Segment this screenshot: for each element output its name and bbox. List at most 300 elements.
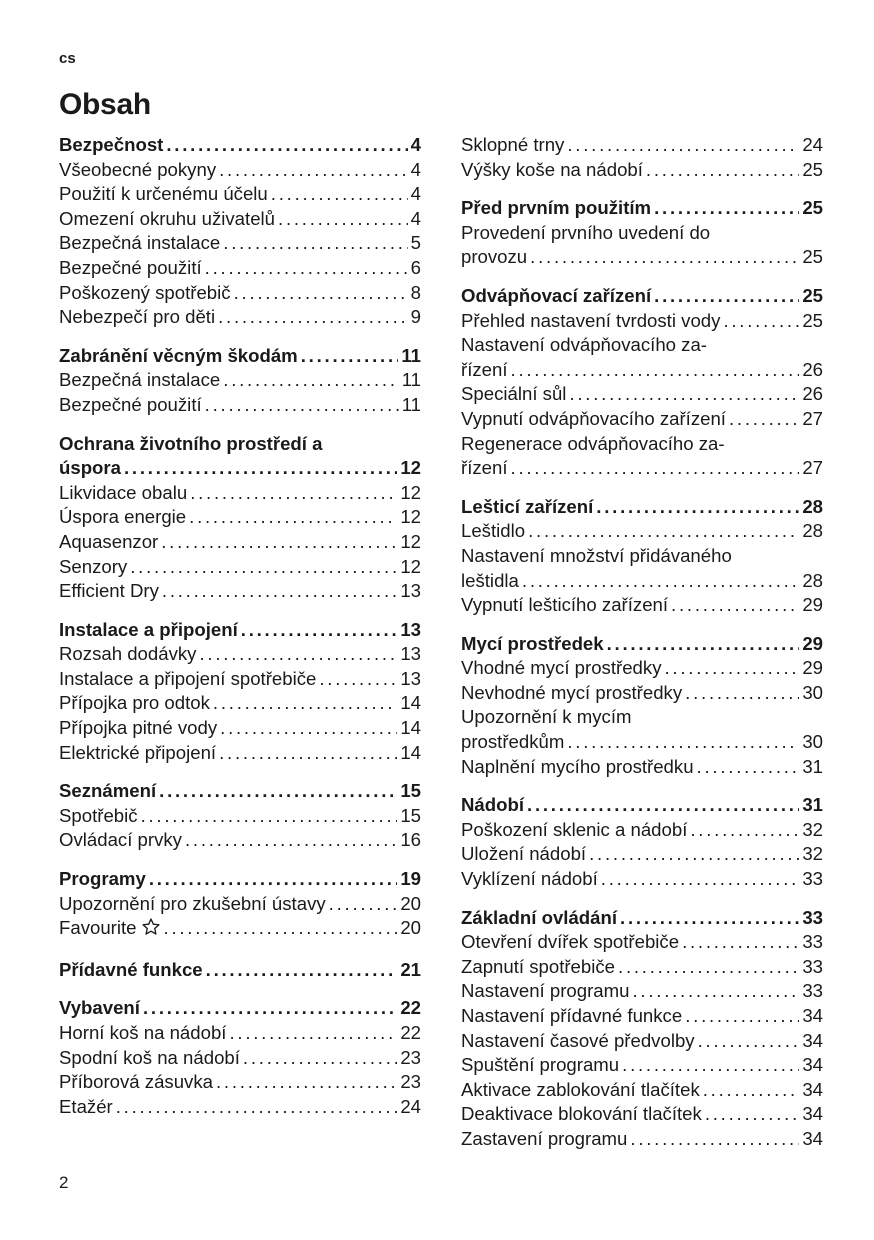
toc-entry-label (59, 368, 220, 393)
page-ref: 34 (802, 1029, 823, 1051)
toc-entry-vysky-kose-na-nadobi[interactable] (461, 158, 823, 183)
dot-leader (682, 930, 799, 955)
dot-leader (646, 158, 799, 183)
dot-leader (205, 393, 399, 418)
page-ref: 29 (802, 657, 823, 679)
toc-section (59, 618, 421, 766)
page-ref: 20 (400, 892, 421, 914)
toc-entry-bezpecne-pouziti[interactable] (59, 256, 421, 281)
toc-heading-odvapnovaci-zarizeni[interactable] (461, 284, 823, 309)
page-ref: 34 (802, 1054, 823, 1076)
toc-entry-label (59, 1046, 240, 1071)
page-ref: 25 (802, 246, 823, 268)
toc-entry-vyklizeni-nadobi[interactable] (461, 867, 823, 892)
page-ref: 4 (410, 158, 421, 180)
toc-entry-nastaveni-casove-predvolby[interactable] (461, 1029, 823, 1054)
toc-entry-label (59, 555, 127, 580)
dot-leader (161, 530, 397, 555)
toc-entry-efficient-dry[interactable] (59, 579, 421, 604)
toc-entry-label (461, 158, 643, 183)
page-ref: 25 (802, 158, 823, 180)
toc-entry-vypnuti-odvapnovaciho-zarizeni[interactable] (461, 407, 823, 432)
page-ref: 29 (802, 594, 823, 616)
toc-entry-label-text: leštidla (461, 569, 519, 591)
toc-heading-label-text: Vybavení (59, 997, 140, 1019)
toc-heading-pridavne-funkce[interactable] (59, 958, 421, 983)
page-ref: 19 (400, 868, 421, 890)
toc-entry-label-text: Favourite (59, 917, 137, 939)
dot-leader (241, 618, 398, 643)
toc-entry-label-text: Bezpečné použití (59, 256, 202, 278)
dot-leader (219, 158, 408, 183)
toc-right-column (461, 133, 823, 1166)
toc-heading-label (461, 632, 604, 657)
toc-entry-label (461, 519, 525, 544)
dot-leader (665, 656, 800, 681)
toc-entry-likvidace-obalu[interactable] (59, 481, 421, 506)
dot-leader (218, 305, 408, 330)
toc-heading-seznameni[interactable] (59, 779, 421, 804)
toc-entry-label (461, 681, 682, 706)
page-ref: 31 (802, 794, 823, 816)
toc-entry-prehled-nastaveni-tvrdosti-vody[interactable] (461, 309, 823, 334)
toc-heading-zakladni-ovladani[interactable] (461, 906, 823, 931)
page-ref: 32 (802, 818, 823, 840)
toc-section (461, 133, 823, 182)
toc-entry-label (59, 892, 326, 917)
page-ref: 27 (802, 457, 823, 479)
toc-entry-otevreni-dvirek-spotrebice[interactable] (461, 930, 823, 955)
dot-leader (607, 632, 800, 657)
toc-entry-label (59, 481, 187, 506)
toc-entry-bezpecna-instalace[interactable] (59, 368, 421, 393)
toc-entry-label (59, 305, 215, 330)
dot-leader (630, 1127, 799, 1152)
toc-section (461, 284, 823, 481)
dot-leader (589, 842, 799, 867)
dot-leader (162, 579, 397, 604)
toc-entry-label-text: Poškození sklenic a nádobí (461, 818, 688, 840)
toc-entry-label-text: Speciální sůl (461, 383, 567, 405)
dot-leader (567, 133, 799, 158)
toc-heading-label (59, 958, 203, 983)
toc-section (59, 344, 421, 418)
dot-leader (243, 1046, 397, 1071)
page-ref: 26 (802, 358, 823, 380)
toc-entry-label (461, 1029, 695, 1054)
toc-entry-label (59, 828, 182, 853)
dot-leader (685, 1004, 799, 1029)
toc-entry-label (59, 530, 158, 555)
toc-entry-provedeni-prvniho-uvedeni-do[interactable] (461, 245, 823, 270)
toc-entry-zapnuti-spotrebice[interactable] (461, 955, 823, 980)
toc-entry-label-text: Bezpečné použití (59, 393, 202, 415)
toc-heading-label-text: Programy (59, 868, 146, 890)
dot-leader (206, 958, 398, 983)
toc-entry-label (461, 593, 668, 618)
page-ref: 4 (410, 207, 421, 229)
toc-entry-label (461, 730, 564, 755)
toc-entry-label-text: Přípojka pitné vody (59, 717, 218, 739)
dot-leader (698, 1029, 800, 1054)
toc-entry-label (461, 1078, 700, 1103)
toc-entry-label-text: Senzory (59, 555, 128, 577)
toc-entry-first-line[interactable]: Nastavení množství přidávaného (461, 544, 732, 566)
toc-entry-label (461, 382, 566, 407)
toc-entry-label (59, 231, 220, 256)
toc-entry-horni-kos-na-nadobi[interactable] (59, 1021, 421, 1046)
toc-entry-label (59, 281, 231, 306)
page-ref: 22 (400, 1022, 421, 1043)
dot-leader (213, 691, 397, 716)
toc-entry-label-text: Vypnutí odvápňovacího zařízení (461, 407, 726, 429)
dot-leader (530, 245, 799, 270)
toc-entry-label-text: Nastavení přídavné funkce (461, 1005, 683, 1026)
page-ref: 14 (400, 717, 421, 739)
toc-entry-ulozeni-nadobi[interactable] (461, 842, 823, 867)
page-ref: 11 (401, 369, 421, 391)
toc-entry-label (461, 656, 662, 681)
toc-entry-label-text: Naplnění mycího prostředku (461, 755, 694, 777)
toc-entry-label (461, 930, 679, 955)
dot-leader (124, 456, 397, 481)
toc-heading-label (461, 196, 651, 221)
toc-entry-label-text: Instalace a připojení spotřebiče (59, 667, 317, 689)
toc-entry-aktivace-zablokovani-tlacitek[interactable] (461, 1078, 823, 1103)
page-ref: 11 (401, 344, 421, 366)
toc-entry-nastaveni-programu[interactable] (461, 979, 823, 1004)
toc-entry-label-text: Nevhodné mycí prostředky (461, 681, 683, 703)
page-ref: 9 (410, 306, 421, 328)
dot-leader (569, 382, 799, 407)
dot-leader (703, 1078, 800, 1103)
page-ref: 5 (410, 232, 421, 254)
toc-entry-label-text: Výšky koše na nádobí (461, 158, 643, 180)
toc-entry-lestidlo[interactable] (461, 519, 823, 544)
toc-entry-first-line[interactable]: Provedení prvního uvedení do (461, 221, 711, 243)
toc-heading-pred-prvnim-pouzitim[interactable] (461, 196, 823, 221)
toc-entry-nevhodne-myci-prostredky[interactable] (461, 681, 823, 706)
page-ref: 14 (400, 741, 421, 763)
toc-heading-zabraneni-vecnym-skodam[interactable] (59, 344, 421, 369)
toc-entry-label (461, 979, 629, 1004)
toc-entry-label-text: Elektrické připojení (59, 741, 217, 763)
toc-entry-label-text: Sklopné trny (461, 134, 565, 155)
toc-entry-rozsah-dodavky[interactable] (59, 642, 421, 667)
toc-heading-label-text: Přídavné funkce (59, 958, 203, 980)
toc-heading-instalace-a-pripojeni[interactable] (59, 618, 421, 643)
page-ref: 23 (400, 1046, 421, 1068)
toc-entry-omezeni-okruhu-uzivatelu[interactable] (59, 207, 421, 232)
dot-leader (149, 867, 398, 892)
toc-entry-nebezpeci-pro-deti[interactable] (59, 305, 421, 330)
toc-entry-naplneni-myciho-prostredku[interactable] (461, 755, 823, 780)
toc-entry-label-text: Efficient Dry (59, 580, 159, 602)
toc-entry-label-text: Upozornění pro zkušební ústavy (59, 892, 326, 914)
page-ref: 4 (410, 183, 421, 205)
page-ref: 30 (802, 731, 823, 753)
page-ref: 32 (802, 843, 823, 865)
toc-entry-pripojka-pro-odtok[interactable] (59, 691, 421, 716)
dot-leader (271, 182, 408, 207)
toc-section (461, 196, 823, 270)
dot-leader (596, 495, 799, 520)
dot-leader (159, 779, 397, 804)
page-ref: 13 (400, 580, 421, 602)
toc-entry-label-text: Bezpečná instalace (59, 369, 221, 391)
toc-entry-label-text: Rozsah dodávky (59, 643, 197, 665)
dot-leader (301, 344, 399, 369)
toc-entry-label-text: Nebezpečí pro děti (59, 306, 216, 328)
toc-entry-label-text: Likvidace obalu (59, 481, 188, 503)
page-ref: 12 (400, 555, 421, 577)
toc-section (461, 632, 823, 780)
page-ref: 34 (802, 1103, 823, 1125)
dot-leader (190, 481, 397, 506)
toc-entry-label-text: Příborová zásuvka (59, 1071, 213, 1093)
dot-leader (705, 1102, 800, 1127)
toc-entry-label (59, 182, 268, 207)
toc-entry-label-text: Omezení okruhu uživatelů (59, 207, 276, 229)
page-ref: 20 (400, 917, 421, 939)
toc-entry-label-text: Použití k určenému účelu (59, 183, 268, 205)
dot-leader (511, 456, 800, 481)
toc-section (59, 958, 421, 983)
toc-entry-label-text: Vhodné mycí prostředky (461, 657, 662, 679)
page-ref: 29 (802, 632, 823, 654)
toc-heading-first-line[interactable]: Ochrana životního prostředí a (59, 432, 323, 454)
toc-entry-label-text: Deaktivace blokování tlačítek (461, 1103, 702, 1125)
toc-entry-favourite[interactable] (59, 916, 421, 944)
toc-section (59, 867, 421, 944)
toc-entry-label-text: Přehled nastavení tvrdosti vody (461, 309, 721, 331)
toc-entry-aquasenzor[interactable] (59, 530, 421, 555)
page-ref: 25 (802, 284, 823, 306)
dot-leader (618, 955, 799, 980)
toc-entry-label-text: Otevření dvířek spotřebiče (461, 931, 680, 953)
dot-leader (143, 996, 397, 1021)
toc-entry-label-text: Spuštění programu (461, 1054, 620, 1076)
toc-entry-label (461, 456, 508, 481)
toc-heading-lestici-zarizeni[interactable] (461, 495, 823, 520)
toc-heading-label-text: Bezpečnost (59, 134, 164, 155)
toc-entry-label-text: Spotřebič (59, 804, 138, 826)
toc-heading-label (59, 996, 140, 1021)
dot-leader (654, 196, 799, 221)
page-ref: 33 (802, 868, 823, 890)
toc-entry-label-text: Ovládací prvky (59, 829, 182, 851)
toc-entry-label-text: Poškozený spotřebič (59, 281, 231, 303)
toc-entry-label (59, 1070, 213, 1095)
toc-entry-spusteni-programu[interactable] (461, 1053, 823, 1078)
toc-entry-vypnuti-lesticiho-zarizeni[interactable] (461, 593, 823, 618)
toc-entry-first-line[interactable]: Upozornění k mycím (461, 706, 632, 728)
toc-entry-bezpecne-pouziti[interactable] (59, 393, 421, 418)
page-ref: 12 (400, 530, 421, 552)
toc-entry-label-text: Vyklízení nádobí (461, 868, 598, 890)
toc-entry-label-text: provozu (461, 246, 528, 268)
toc-entry-label (59, 691, 210, 716)
toc-section (461, 793, 823, 891)
page-ref: 24 (400, 1095, 421, 1117)
page-ref: 8 (410, 281, 421, 303)
toc-heading-ochrana-zivotniho-prostredi-a[interactable] (59, 456, 421, 481)
page-ref: 24 (802, 134, 823, 155)
dot-leader (527, 793, 799, 818)
toc-entry-poskozeni-sklenic-a-nadobi[interactable] (461, 818, 823, 843)
toc-entry-pouziti-k-urcenemu-ucelu[interactable] (59, 182, 421, 207)
page-ref: 23 (400, 1071, 421, 1093)
toc-heading-label-text: Odvápňovací zařízení (461, 284, 652, 306)
toc-heading-label-text: Mycí prostředek (461, 632, 604, 654)
dot-leader (116, 1095, 398, 1120)
toc-heading-label-text: Seznámení (59, 780, 157, 802)
toc-entry-label-text: Bezpečná instalace (59, 232, 221, 254)
toc-heading-label (59, 133, 163, 158)
toc-entry-label-text: řízení (461, 457, 508, 479)
toc-entry-label (59, 207, 275, 232)
toc-heading-label-text: Základní ovládání (461, 906, 618, 928)
toc-entry-label (461, 867, 598, 892)
page-ref: 25 (802, 309, 823, 331)
toc-entry-vseobecne-pokyny[interactable] (59, 158, 421, 183)
toc-entry-instalace-a-pripojeni-spotrebice[interactable] (59, 667, 421, 692)
page-ref: 34 (802, 1078, 823, 1100)
toc-heading-programy[interactable] (59, 867, 421, 892)
page-ref: 28 (802, 569, 823, 591)
toc-entry-poskozeny-spotrebic[interactable] (59, 281, 421, 306)
toc-heading-label (59, 779, 156, 804)
toc-heading-bezpecnost[interactable] (59, 133, 421, 158)
toc-heading-nadobi[interactable] (461, 793, 823, 818)
toc-entry-label (59, 716, 217, 741)
toc-entry-label (461, 569, 519, 594)
dot-leader (690, 818, 799, 843)
toc-entry-regenerace-odvapnovaciho-za[interactable] (461, 456, 823, 481)
toc-entry-label-text: Zapnutí spotřebiče (461, 955, 616, 977)
toc-entry-label-text: Aktivace zablokování tlačítek (461, 1078, 700, 1100)
toc-heading-vybaveni[interactable] (59, 996, 421, 1021)
toc-heading-myci-prostredek[interactable] (461, 632, 823, 657)
toc-entry-nastaveni-pridavne-funkce[interactable] (461, 1004, 823, 1029)
page-ref: 15 (400, 804, 421, 826)
page-ref: 22 (400, 997, 421, 1019)
toc-entry-label-text: Zastavení programu (461, 1127, 628, 1149)
page-ref: 33 (802, 980, 823, 1002)
toc-entry-elektricke-pripojeni[interactable] (59, 741, 421, 766)
toc-entry-label-text: Aquasenzor (59, 530, 159, 552)
toc-entry-zastaveni-programu[interactable] (461, 1127, 823, 1152)
dot-leader (319, 667, 397, 692)
toc-entry-sklopne-trny[interactable] (461, 133, 823, 158)
toc-entry-senzory[interactable] (59, 555, 421, 580)
toc-heading-label-text: Před prvním použitím (461, 197, 652, 219)
page-ref: 34 (802, 1127, 823, 1149)
toc-entry-label (59, 393, 202, 418)
toc-entry-label (461, 358, 508, 383)
dot-leader (622, 1053, 799, 1078)
toc-entry-label (59, 916, 161, 944)
toc-heading-label-text: Nádobí (461, 794, 525, 816)
dot-leader (229, 1021, 397, 1046)
toc-heading-label (461, 793, 524, 818)
page-ref: 12 (400, 506, 421, 528)
toc-entry-spotrebic[interactable] (59, 804, 421, 829)
page-ref: 31 (802, 755, 823, 777)
page-ref: 13 (400, 618, 421, 640)
dot-leader (185, 828, 397, 853)
toc-entry-label-text: Přípojka pro odtok (59, 692, 210, 714)
toc-entry-label (59, 505, 186, 530)
toc-entry-etazer[interactable] (59, 1095, 421, 1120)
toc-entry-label-text: Nastavení programu (461, 980, 630, 1002)
toc-heading-label-text: Instalace a připojení (59, 618, 238, 640)
dot-leader (164, 916, 398, 941)
toc-entry-label (461, 842, 586, 867)
dot-leader (601, 867, 800, 892)
toc-entry-bezpecna-instalace[interactable] (59, 231, 421, 256)
toc-entry-upozorneni-k-mycim[interactable] (461, 730, 823, 755)
toc-entry-first-line[interactable]: Regenerace odvápňovacího za- (461, 432, 725, 454)
toc-entry-label-text: Spodní koš na nádobí (59, 1046, 240, 1068)
toc-section (59, 432, 421, 604)
toc-entry-label-text: Uložení nádobí (461, 843, 587, 865)
toc-entry-nastaveni-odvapnovaciho-za[interactable] (461, 358, 823, 383)
dot-leader (223, 231, 407, 256)
page-ref: 33 (802, 906, 823, 928)
toc-entry-label (461, 309, 720, 334)
toc-entry-uspora-energie[interactable] (59, 505, 421, 530)
toc-entry-label (59, 642, 196, 667)
toc-section (461, 906, 823, 1152)
dot-leader (654, 284, 799, 309)
toc-entry-pripojka-pitne-vody[interactable] (59, 716, 421, 741)
toc-heading-label (461, 906, 617, 931)
toc-entry-upozorneni-pro-zkusebni-ustavy[interactable] (59, 892, 421, 917)
dot-leader (166, 133, 407, 158)
page-ref: 13 (400, 667, 421, 689)
toc-entry-label (461, 407, 726, 432)
toc-entry-vhodne-myci-prostredky[interactable] (461, 656, 823, 681)
page-title: Obsah (59, 88, 151, 121)
toc-entry-label-text: Vypnutí lešticího zařízení (461, 594, 669, 616)
page-ref: 27 (802, 407, 823, 429)
page-ref: 4 (410, 134, 421, 155)
toc-entry-deaktivace-blokovani-tlacitek[interactable] (461, 1102, 823, 1127)
dot-leader (567, 730, 799, 755)
toc-entry-priborova-zasuvka[interactable] (59, 1070, 421, 1095)
dot-leader (729, 407, 799, 432)
page-ref: 13 (400, 643, 421, 665)
toc-entry-ovladaci-prvky[interactable] (59, 828, 421, 853)
toc-entry-label (59, 1095, 113, 1120)
toc-entry-label (461, 1004, 682, 1029)
dot-leader (223, 368, 398, 393)
dot-leader (671, 593, 799, 618)
toc-entry-label (461, 133, 564, 158)
page-ref: 15 (400, 780, 421, 802)
page-ref: 21 (400, 958, 421, 980)
page-ref: 30 (802, 681, 823, 703)
toc-entry-spodni-kos-na-nadobi[interactable] (59, 1046, 421, 1071)
dot-leader (141, 804, 398, 829)
toc-entry-nastaveni-mnozstvi-pridavaneho[interactable] (461, 569, 823, 594)
toc-entry-specialni-sul[interactable] (461, 382, 823, 407)
toc-heading-label-text: Zabránění věcným škodám (59, 344, 298, 366)
toc-entry-first-line[interactable]: Nastavení odvápňovacího za- (461, 334, 708, 356)
dot-leader (234, 281, 408, 306)
toc-entry-label-text: Úspora energie (59, 506, 187, 528)
